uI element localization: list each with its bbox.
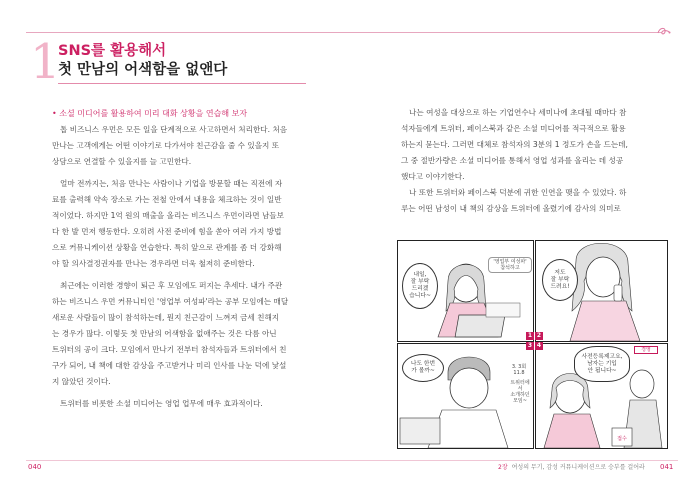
left-paragraph-1 (52, 122, 300, 170)
text-line: 트위터의 공이 크다. 모임에서 만나기 전부터 참석자들과 트위터에서 친 (52, 345, 287, 354)
panel-note: 트위터에서 소개하던 모임~ (510, 380, 530, 404)
title-rule (58, 83, 306, 84)
text-line: 나 또한 트위터와 페이스북 덕분에 귀한 인연을 맺을 수 있었다. 하 (409, 188, 627, 197)
text-line: 했다고 이야기한다. (401, 172, 465, 181)
text-line: 톱 비즈니스 우먼은 모든 일을 단계적으로 사고하면서 처리한다. 처음 (60, 125, 288, 134)
text-line: 하는지 묻는다. 그러면 대체로 참석자의 3분의 1 정도가 손을 드는데, (401, 140, 628, 149)
text-line: 얼마 전까지는, 처음 만나는 사람이나 기업을 방문할 때는 직전에 자 (60, 179, 283, 188)
text-line: 으로 커뮤니케이션 상황을 연습한다. 특히 앞으로 관계를 좀 더 강화해 (52, 243, 282, 252)
text-line: 그 중 절반가량은 소셜 미디어를 통해서 영업 성과를 올리는 데 성공 (401, 156, 624, 165)
speech-bubble: 내일, 잘 부탁 드리겠 습니다~ (402, 263, 438, 309)
panel-number-1: 1 (527, 332, 533, 339)
text-line: 최근에는 이러한 경향이 퇴근 후 모임에도 퍼지는 추세다. 내가 주관 (60, 281, 283, 290)
comic-illustration (397, 240, 667, 448)
section-number: 1 (30, 34, 61, 90)
comic-panel-4 (535, 343, 668, 449)
text-line: 다 한 발 먼저 행동한다. 오히려 사전 준비에 힘을 쏟아 여러 가지 방법 (52, 227, 282, 236)
speech-bubble: 사전등록제고요, 남자는 기입 안 됩니다~ (574, 346, 630, 382)
text-line: 는 경우가 많다. 이렇듯 첫 만남의 어색함을 없애주는 것은 다름 아닌 (52, 329, 277, 338)
panel-note: 3. 3회 11.8 (511, 364, 527, 376)
text-line: 적이었다. 하지만 1억 원의 매출을 올리는 비즈니스 우먼이라면 남들보 (52, 211, 284, 220)
text-line: 상담으로 연결할 수 있을지를 늘 고민한다. (52, 157, 192, 166)
text-line: 만나는 고객에게는 어떤 이야기로 다가서야 친근감을 줄 수 있을지 또 (52, 141, 280, 150)
left-paragraph-3 (52, 278, 300, 390)
comic-panel-2 (535, 240, 668, 342)
text-line: 석자들에게 트위터, 페이스북과 같은 소셜 미디어를 적극적으로 활용 (401, 124, 626, 133)
text-line: 트위터를 비롯한 소셜 미디어는 영업 업무에 매우 효과적이다. (60, 399, 263, 408)
subheading: • 소셜 미디어를 활용하여 미리 대화 상황을 연습해 보자 (52, 109, 248, 118)
text-line: 새로운 사람들이 많이 참석하는데, 뭔지 친근감이 느껴져 금세 친해지 (52, 313, 280, 322)
swirl-icon (657, 26, 671, 38)
page-number-left: 040 (28, 463, 42, 471)
comic-panel-1 (397, 240, 534, 342)
text-line: 야 할 의사결정권자를 만나는 경우라면 더욱 철저히 준비한다. (52, 259, 255, 268)
panel-number-4: 4 (536, 342, 542, 349)
left-paragraph-2 (52, 176, 300, 272)
right-column (401, 105, 655, 217)
section-title-line1: SNS를 활용해서 (58, 43, 167, 59)
left-column (52, 122, 300, 412)
text-line: 하는 비즈니스 우먼 커뮤니티인 '영업부 여성파'라는 공부 모임에는 매달 (52, 297, 289, 306)
section-title-line2: 첫 만남의 어색함을 없앤다 (58, 62, 228, 78)
speech-bubble: 저도 잘 부탁 드려요! (542, 259, 578, 301)
speech-bubble: 나도 한번 가 볼까~ (402, 354, 444, 382)
panel-number-2: 2 (536, 332, 542, 339)
text-line: 루는 어떤 남성이 내 책의 감상을 트위터에 올렸기에 감사의 의미로 (401, 204, 621, 213)
comic-panel-3 (397, 343, 534, 449)
header-rule (26, 32, 662, 33)
text-line: 료를 출력해 약속 장소로 가는 전철 안에서 내용을 체크하는 것이 일반 (52, 195, 282, 204)
text-line: 지 않았던 것이다. (52, 377, 111, 386)
screen-text: '영업부 여성파' 참석하고 (488, 257, 532, 273)
chapter-title: 여성의 무기, 감성 커뮤니케이션으로 승부를 걸어라 (511, 464, 645, 471)
text-line: 구가 되어, 내 책에 대한 감상을 주고받거나 미리 인사를 나눈 덕에 낯설 (52, 361, 287, 370)
sign-label: 경영 (634, 346, 658, 354)
left-paragraph-4 (52, 396, 300, 412)
right-paragraph-2 (401, 185, 655, 217)
footer-rule (26, 460, 678, 461)
chapter-number: 2장 (498, 464, 508, 471)
desk-label: 접수 (617, 436, 627, 442)
right-paragraph-1 (401, 105, 655, 185)
panel-number-3: 3 (527, 342, 533, 349)
page-number-right: 041 (660, 463, 674, 471)
text-line: 나는 여성을 대상으로 하는 기업연수나 세미나에 초대될 때마다 참 (409, 108, 627, 117)
chapter-label (498, 463, 645, 472)
